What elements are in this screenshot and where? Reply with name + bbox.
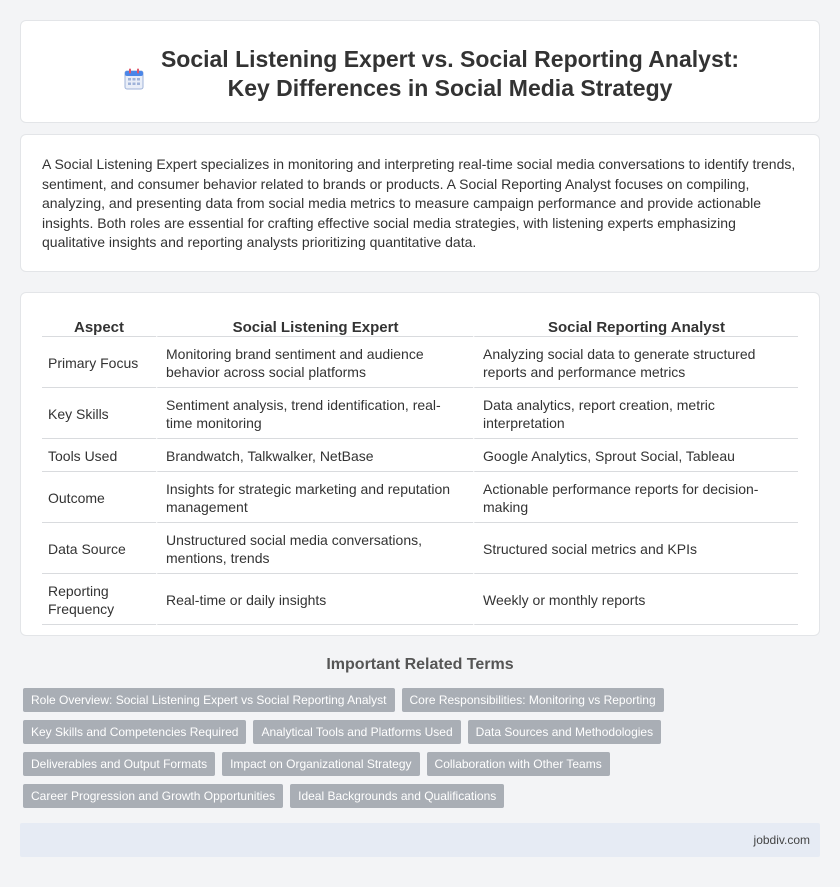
related-term-tag[interactable]: Data Sources and Methodologies [468,720,661,744]
related-term-tag[interactable]: Key Skills and Competencies Required [23,720,246,744]
header-reporting-analyst: Social Reporting Analyst [473,314,798,337]
footer [20,823,820,857]
row-aspect: Key Skills [42,388,156,439]
row-aspect: Outcome [42,472,156,523]
row-reporting-value: Google Analytics, Sprout Social, Tableau [473,439,798,472]
related-term-tag[interactable]: Core Responsibilities: Monitoring vs Reporting [402,688,664,712]
footer-site-link[interactable]: jobdiv.com [753,833,810,847]
page-title: Social Listening Expert vs. Social Reporting Analyst: Key Differences in Social Media Strategy [160,46,740,101]
row-reporting-value: Analyzing social data to generate structured reports and performance metrics [473,337,798,388]
related-terms-list [23,688,823,816]
row-reporting-value: Actionable performance reports for decision-making [473,472,798,523]
related-terms-heading: Important Related Terms [326,656,514,673]
comparison-table-card [20,292,820,636]
table-row [42,439,798,472]
related-term-tag[interactable]: Impact on Organizational Strategy [222,752,419,776]
related-term-tag[interactable]: Analytical Tools and Platforms Used [253,720,460,744]
related-term-tag[interactable]: Career Progression and Growth Opportunities [23,784,283,808]
table-header-row [42,314,798,337]
header-aspect: Aspect [42,314,156,337]
row-listening-value: Insights for strategic marketing and reputation management [156,472,473,523]
table-row [42,337,798,388]
table-row [42,388,798,439]
row-listening-value: Brandwatch, Talkwalker, NetBase [156,439,473,472]
table-row [42,472,798,523]
table-row [42,574,798,625]
related-term-tag[interactable]: Ideal Backgrounds and Qualifications [290,784,504,808]
row-listening-value: Real-time or daily insights [156,574,473,625]
row-aspect: Reporting Frequency [42,574,156,625]
table-row [42,523,798,574]
row-listening-value: Unstructured social media conversations, mentions, trends [156,523,473,574]
row-aspect: Primary Focus [42,337,156,388]
comparison-table [42,314,798,625]
row-listening-value: Monitoring brand sentiment and audience behavior across social platforms [156,337,473,388]
related-term-tag[interactable]: Role Overview: Social Listening Expert vs Social Reporting Analyst [23,688,395,712]
row-reporting-value: Structured social metrics and KPIs [473,523,798,574]
row-reporting-value: Weekly or monthly reports [473,574,798,625]
row-listening-value: Sentiment analysis, trend identification, real-time monitoring [156,388,473,439]
title-card [20,20,820,123]
related-term-tag[interactable]: Deliverables and Output Formats [23,752,215,776]
intro-paragraph: A Social Listening Expert specializes in monitoring and interpreting real-time social media conversations to identify trends, sentiment, and consumer behavior related to brands or products. A Social Reporting Analyst focuses on compiling, analyzing, and presenting data from social media metrics to measure campaign performance and provide actionable insights. Both roles are essential for crafting effective social media strategies, with listening experts emphasizing qualitative insights and reporting analysts prioritizing quantitative data. [42,156,796,251]
row-aspect: Data Source [42,523,156,574]
row-aspect: Tools Used [42,439,156,472]
row-reporting-value: Data analytics, report creation, metric interpretation [473,388,798,439]
related-term-tag[interactable]: Collaboration with Other Teams [427,752,610,776]
intro-card [20,134,820,272]
header-listening-expert: Social Listening Expert [156,314,473,337]
